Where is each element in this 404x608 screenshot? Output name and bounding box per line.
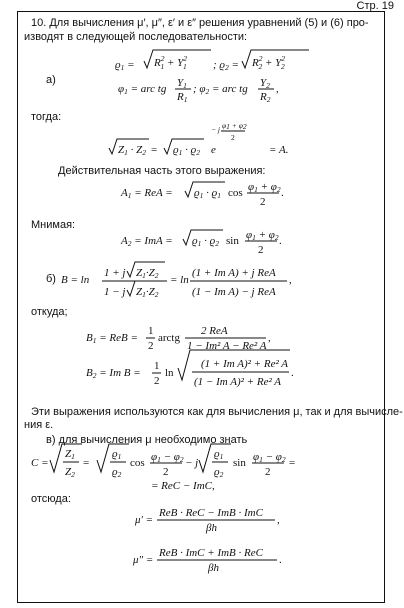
svg-text:sin: sin bbox=[233, 457, 246, 469]
svg-text:.: . bbox=[291, 367, 294, 379]
label-togda: тогда: bbox=[31, 111, 62, 123]
svg-text:1: 1 bbox=[154, 360, 160, 372]
used-line-1: Эти выражения используются как для вычисления μ, так и для вычисле- bbox=[31, 406, 403, 418]
equations-canvas bbox=[17, 11, 385, 603]
svg-text:sin: sin bbox=[226, 235, 239, 247]
svg-text:βh: βh bbox=[206, 522, 217, 534]
label-imag: Мнимая: bbox=[31, 219, 76, 231]
svg-text:R2: R2 bbox=[260, 91, 271, 104]
svg-text:,: , bbox=[268, 332, 271, 344]
svg-text:Z1 · Z2: Z1 · Z2 bbox=[118, 144, 146, 157]
svg-text:φ1 + φ2: φ1 + φ2 bbox=[246, 229, 279, 242]
svg-text:ϱ2: ϱ2 bbox=[214, 466, 224, 479]
svg-text:= ReC − ImC,: = ReC − ImC, bbox=[151, 480, 215, 492]
svg-text:Z1·Z2: Z1·Z2 bbox=[136, 286, 159, 299]
label-v: в) для вычисления μ необходимо знать bbox=[46, 434, 248, 446]
svg-text:=: = bbox=[151, 144, 158, 156]
equation-rho bbox=[115, 50, 309, 72]
svg-text:− j: − j bbox=[211, 125, 221, 134]
svg-text:; φ2 = arc tg: ; φ2 = arc tg bbox=[193, 83, 248, 96]
svg-text:φ1 − φ2: φ1 − φ2 bbox=[151, 451, 184, 464]
svg-text:1: 1 bbox=[148, 325, 154, 337]
equation-mu2 bbox=[132, 547, 282, 574]
svg-text:1 − j: 1 − j bbox=[104, 286, 126, 298]
svg-text:Y1: Y1 bbox=[177, 77, 187, 90]
svg-text:R22 + Y22: $R^2$ $2 + Y^2$ 2 bbox=[252, 54, 286, 71]
svg-text:φ1 + φ2: φ1 + φ2 bbox=[222, 121, 247, 131]
svg-text:2: 2 bbox=[163, 466, 169, 478]
svg-text:βh: βh bbox=[208, 562, 219, 574]
svg-text:ln: ln bbox=[165, 367, 174, 379]
svg-text:arctg: arctg bbox=[158, 332, 180, 344]
svg-text:= A.: = A. bbox=[269, 144, 289, 156]
svg-text:Z2: Z2 bbox=[65, 466, 75, 479]
svg-text:Z1: Z1 bbox=[65, 448, 75, 461]
equation-a1 bbox=[120, 181, 284, 208]
equation-c bbox=[31, 444, 295, 492]
svg-text:2: 2 bbox=[265, 466, 271, 478]
svg-text:(1 + Im A) + j ReA: (1 + Im A) + j ReA bbox=[192, 267, 276, 279]
svg-text:Z1·Z2: Z1·Z2 bbox=[136, 267, 159, 280]
svg-text:B2 = Im B =: B2 = Im B = bbox=[86, 367, 141, 380]
svg-text:Y2: Y2 bbox=[260, 77, 270, 90]
svg-text:ϱ1 · ϱ2: ϱ1 · ϱ2 bbox=[173, 144, 200, 157]
svg-text:.: . bbox=[279, 554, 282, 566]
svg-text:,: , bbox=[277, 514, 280, 526]
page-number: Стр. 19 bbox=[356, 0, 394, 12]
label-real-part: Действительная часть этого выражения: bbox=[58, 165, 266, 177]
svg-text:A1 = ReA =: A1 = ReA = bbox=[121, 187, 173, 200]
svg-text:=: = bbox=[289, 457, 296, 469]
svg-text:2: 2 bbox=[148, 340, 154, 352]
svg-text:B = ln: B = ln bbox=[61, 274, 90, 286]
label-otkuda: откуда; bbox=[31, 306, 68, 318]
equation-b1 bbox=[86, 325, 271, 352]
svg-text:1 − Im² A − Re² A: 1 − Im² A − Re² A bbox=[187, 340, 267, 352]
svg-text:= ln: = ln bbox=[170, 274, 189, 286]
svg-text:ReB · ImC + ImB · ReC: ReB · ImC + ImB · ReC bbox=[159, 547, 263, 559]
svg-text:μ′ =: μ′ = bbox=[135, 514, 154, 526]
svg-text:,: , bbox=[289, 274, 292, 286]
svg-text:R21 + Y21: $R^2$ $1 + Y^2$ 1 bbox=[154, 54, 188, 71]
svg-text:ϱ2: ϱ2 bbox=[112, 466, 122, 479]
svg-text:ϱ1 · ϱ1: ϱ1 · ϱ1 bbox=[194, 187, 221, 200]
svg-text:2: 2 bbox=[258, 244, 264, 256]
label-otsyuda: отсюда: bbox=[31, 493, 71, 505]
svg-text:ϱ1: ϱ1 bbox=[112, 448, 122, 461]
svg-text:C =: C = bbox=[31, 457, 49, 469]
equation-a2 bbox=[120, 229, 282, 256]
svg-text:2 ReA: 2 ReA bbox=[201, 325, 228, 337]
label-a: а) bbox=[46, 74, 56, 86]
svg-text:ϱ1 =: ϱ1 = bbox=[115, 59, 135, 72]
intro-line-2: изводят в следующей последовательности: bbox=[24, 31, 248, 43]
svg-text:e: e bbox=[211, 144, 216, 156]
intro-line-1: 10. Для вычисления μ′, μ″, ε′ и ε″ решения уравнений (5) и (6) про- bbox=[31, 17, 369, 29]
svg-text:1 + j: 1 + j bbox=[104, 267, 126, 279]
svg-text:(1 − Im A) − j ReA: (1 − Im A) − j ReA bbox=[192, 286, 276, 298]
svg-text:; ϱ2 =: ; ϱ2 = bbox=[213, 59, 239, 72]
svg-text:R1: R1 bbox=[177, 91, 188, 104]
svg-text:ϱ1 · ϱ2: ϱ1 · ϱ2 bbox=[192, 235, 219, 248]
used-line-2: ния ε. bbox=[24, 419, 54, 431]
svg-text:ReB · ReC − ImB · ImC: ReB · ReC − ImB · ImC bbox=[159, 507, 263, 519]
equation-mu1 bbox=[134, 507, 280, 534]
svg-text:=: = bbox=[83, 457, 90, 469]
svg-text:cos: cos bbox=[130, 457, 145, 469]
svg-text:ϱ1: ϱ1 bbox=[214, 448, 224, 461]
svg-text:2: 2 bbox=[260, 196, 266, 208]
label-b: б) bbox=[46, 273, 56, 285]
equation-phi bbox=[118, 77, 279, 104]
svg-text:.: . bbox=[279, 235, 282, 247]
equation-b bbox=[61, 262, 292, 299]
svg-text:.: . bbox=[281, 187, 284, 199]
svg-text:(1 + Im A)² + Re² A: (1 + Im A)² + Re² A bbox=[201, 358, 289, 370]
svg-text:2: 2 bbox=[231, 133, 235, 142]
svg-text:cos: cos bbox=[228, 187, 243, 199]
svg-text:φ1 = arc tg: φ1 = arc tg bbox=[118, 83, 167, 96]
svg-text:φ1 − φ2: φ1 − φ2 bbox=[253, 451, 286, 464]
svg-text:A2 = ImA =: A2 = ImA = bbox=[121, 235, 173, 248]
equation-b2 bbox=[86, 350, 294, 388]
svg-text:B1 = ReB =: B1 = ReB = bbox=[86, 332, 138, 345]
svg-text:(1 − Im A)² + Re² A: (1 − Im A)² + Re² A bbox=[194, 376, 282, 388]
svg-text:μ″ =: μ″ = bbox=[133, 554, 154, 566]
svg-text:2: 2 bbox=[154, 375, 160, 387]
svg-text:,: , bbox=[276, 83, 279, 95]
svg-text:φ1 + φ2: φ1 + φ2 bbox=[248, 181, 281, 194]
equation-togda bbox=[109, 121, 288, 157]
svg-text:− j: − j bbox=[185, 457, 199, 469]
